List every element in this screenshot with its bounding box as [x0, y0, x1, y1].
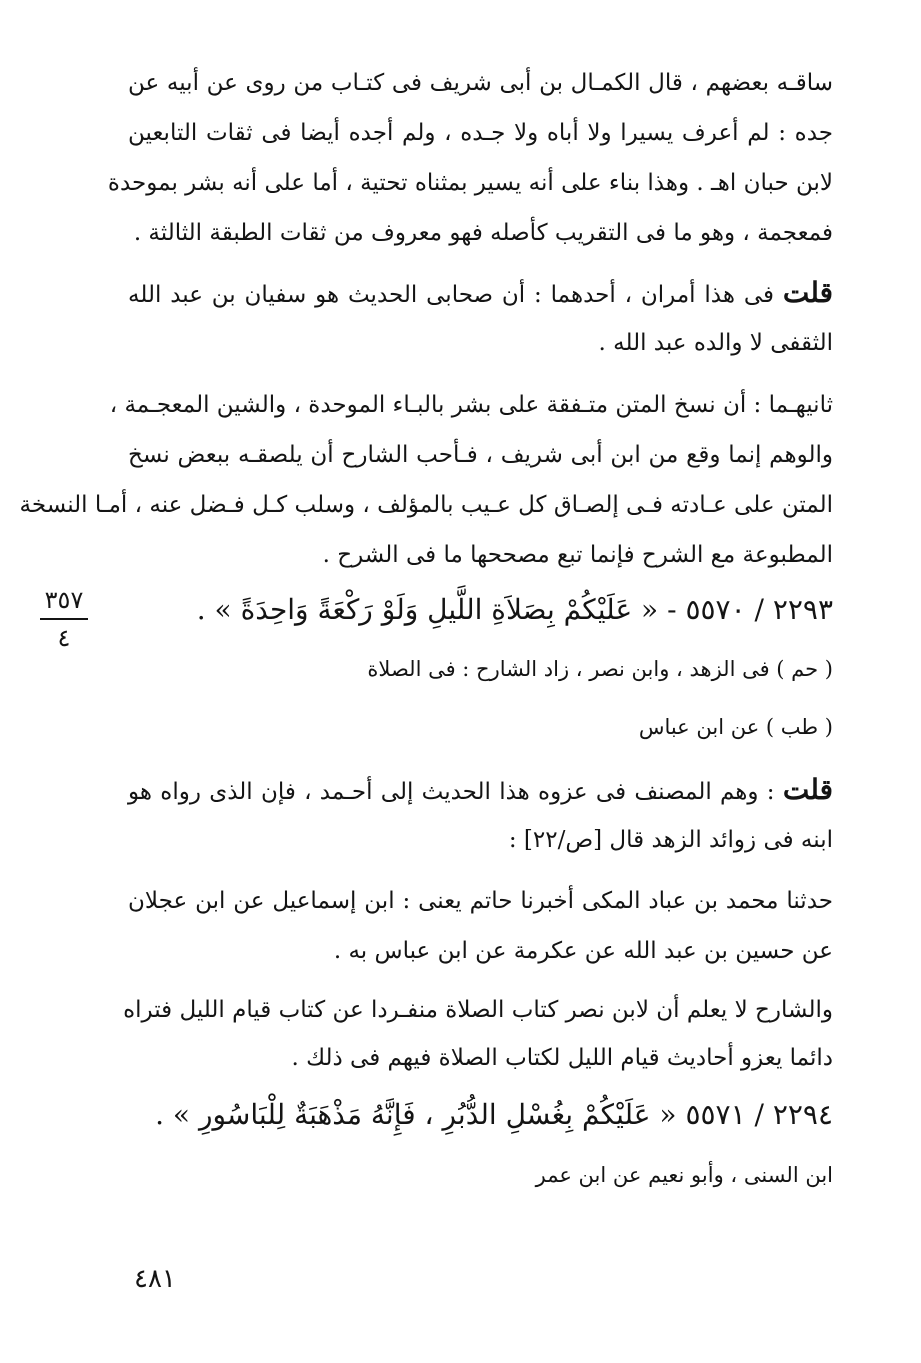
hadith-2293: ٢٢٩٣ / ٥٥٧٠ - « عَلَيْكُمْ بِصَلاَةِ اللَّيلِ وَلَوْ رَكْعَةً وَاحِدَةً » . [196, 593, 833, 626]
text-line: فى هذا أمران ، أحدهما : أن صحابى الحديث هو سفيان بن عبد الله [128, 282, 774, 308]
text-line: حدثنا محمد بن عباد المكى أخبرنا حاتم يعنى : ابن إسماعيل عن ابن عجلان [128, 888, 833, 914]
text-line: الثقفى لا والده عبد الله . [598, 330, 833, 356]
text-line: جده : لم أعرف يسيرا ولا أباه ولا جـده ، ولم أجده أيضا فى ثقات التابعين [128, 120, 833, 146]
text-line: المطبوعة مع الشرح فإنما تبع مصححها ما فى الشرح . [322, 542, 833, 568]
takhrij-line: ابن السنى ، وأبو نعيم عن ابن عمر [535, 1163, 833, 1187]
margin-reference [36, 586, 92, 652]
qult-line [128, 775, 833, 807]
text-line: : وهم المصنف فى عزوه هذا الحديث إلى أحـمد ، فإن الذى رواه هو [128, 779, 775, 805]
text-line: ابنه فى زوائد الزهد قال [ص/٢٢] : [508, 827, 833, 853]
margin-reference-top: ٣٥٧ [44, 586, 84, 614]
text-line: ساقـه بعضهم ، قال الكمـال بن أبى شريف فى كتـاب من روى عن أبيه عن [128, 70, 833, 96]
text-line: عن حسين بن عبد الله عن عكرمة عن ابن عباس به . [333, 938, 833, 964]
page-number: ٤٨١ [134, 1264, 176, 1294]
hadith-2294: ٢٢٩٤ / ٥٥٧١ « عَلَيْكُمْ بِغُسْلِ الدُّبُرِ ، فَإِنَّهُ مَذْهَبَةٌ لِلْبَاسُورِ » . [155, 1098, 833, 1131]
text-line: والشارح لا يعلم أن لابن نصر كتاب الصلاة منفـردا عن كتاب قيام الليل فتراه [123, 997, 833, 1023]
text-line: ثانيهـما : أن نسخ المتن متـفقة على بشر بالبـاء الموحدة ، والشين المعجـمة ، [109, 392, 833, 418]
text-line: فمعجمة ، وهو ما فى التقريب كأصله فهو معروف من ثقات الطبقة الثالثة . [133, 220, 833, 246]
takhrij-line: ( حم ) فى الزهد ، وابن نصر ، زاد الشارح : فى الصلاة [367, 657, 833, 681]
text-line: والوهم إنما وقع من ابن أبى شريف ، فـأحب الشارح أن يلصقـه ببعض نسخ [128, 442, 833, 468]
margin-reference-bottom: ٤ [57, 624, 71, 652]
qult-line [128, 278, 833, 310]
qult-label: قلت [782, 773, 833, 806]
text-line: دائما يعزو أحاديث قيام الليل لكتاب الصلاة فيهم فى ذلك . [291, 1045, 833, 1071]
text-line: لابن حبان اهـ . وهذا بناء على أنه يسير بمثناه تحتية ، أما على أنه بشر بموحدة [107, 170, 833, 196]
takhrij-line: ( طب ) عن ابن عباس [638, 715, 833, 739]
text-line: المتن على عـادته فـى إلصـاق كل عـيب بالمؤلف ، وسلب كـل فـضل عنه ، أمـا النسخة [19, 492, 833, 518]
qult-label: قلت [782, 276, 834, 309]
margin-divider [40, 618, 88, 620]
